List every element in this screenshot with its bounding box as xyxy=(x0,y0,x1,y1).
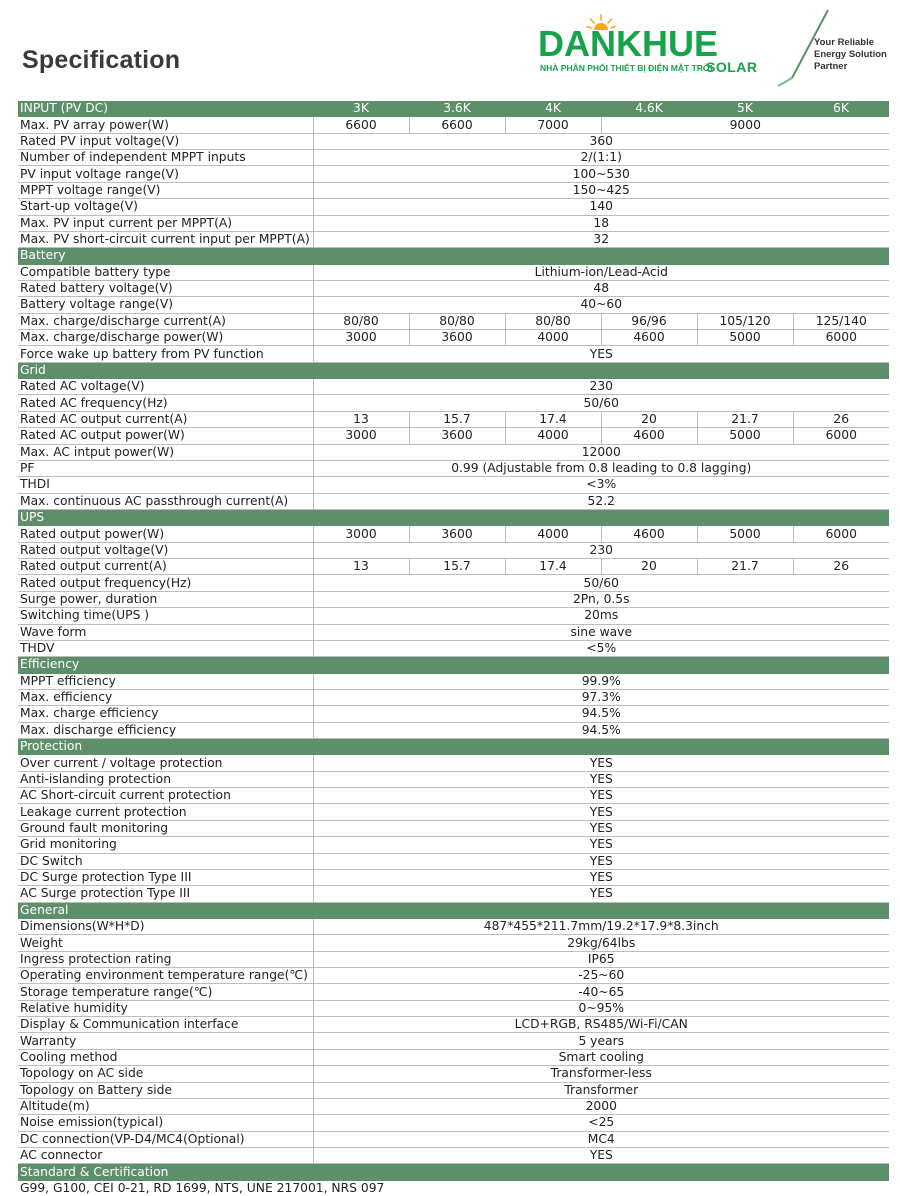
page-title: Specification xyxy=(22,46,181,74)
spec-value: LCD+RGB, RS485/Wi-Fi/CAN xyxy=(313,1017,889,1033)
spec-value: 0.99 (Adjustable from 0.8 leading to 0.8 lagging) xyxy=(313,460,889,476)
spec-value: 2/(1:1) xyxy=(313,150,889,166)
spec-value: YES xyxy=(313,853,889,869)
spec-row xyxy=(18,1180,889,1196)
spec-row xyxy=(18,428,889,444)
spec-label: Max. AC intput power(W) xyxy=(18,444,313,460)
spec-label: G99, G100, CEI 0-21, RD 1699, NTS, UNE 217001, NRS 097 xyxy=(20,1180,385,1195)
brand-name: DANKHUE xyxy=(538,23,718,64)
spec-label: Compatible battery type xyxy=(18,264,313,280)
spec-value: YES xyxy=(313,788,889,804)
spec-value: 7000 xyxy=(505,117,601,133)
spec-row xyxy=(18,1131,889,1147)
spec-value: 5 years xyxy=(313,1033,889,1049)
spec-value: 9000 xyxy=(601,117,889,133)
spec-label: Rated battery voltage(V) xyxy=(18,280,313,296)
spec-label: Topology on AC side xyxy=(18,1066,313,1082)
section-header xyxy=(18,902,889,918)
tagline-line: Your Reliable xyxy=(814,37,875,48)
spec-value: YES xyxy=(313,820,889,836)
spec-value: YES xyxy=(313,1148,889,1164)
spec-value: 94.5% xyxy=(313,706,889,722)
spec-label: Max. efficiency xyxy=(18,689,313,705)
spec-label: Weight xyxy=(18,935,313,951)
spec-label: Battery voltage range(V) xyxy=(18,297,313,313)
spec-row xyxy=(18,493,889,509)
spec-value: 97.3% xyxy=(313,689,889,705)
spec-value: 17.4 xyxy=(505,411,601,427)
spec-row xyxy=(18,788,889,804)
spec-row xyxy=(18,935,889,951)
spec-value: 21.7 xyxy=(697,411,793,427)
spec-row xyxy=(18,673,889,689)
spec-label: THDI xyxy=(18,477,313,493)
spec-value: MC4 xyxy=(313,1131,889,1147)
section-title: General xyxy=(18,902,889,918)
section-header xyxy=(18,362,889,378)
model-header: 4K xyxy=(505,101,601,117)
spec-value: 94.5% xyxy=(313,722,889,738)
spec-value: YES xyxy=(313,755,889,771)
spec-label: Rated AC output current(A) xyxy=(18,411,313,427)
spec-row xyxy=(18,542,889,558)
spec-row xyxy=(18,1148,889,1164)
spec-row xyxy=(18,199,889,215)
section-title: UPS xyxy=(18,509,889,525)
spec-row xyxy=(18,346,889,362)
spec-row xyxy=(18,444,889,460)
spec-value: 21.7 xyxy=(697,559,793,575)
spec-value: 48 xyxy=(313,280,889,296)
spec-label: AC Surge protection Type III xyxy=(18,886,313,902)
spec-row xyxy=(18,182,889,198)
model-header: 6K xyxy=(793,101,889,117)
model-header: 4.6K xyxy=(601,101,697,117)
spec-label: Topology on Battery side xyxy=(18,1082,313,1098)
spec-label: Cooling method xyxy=(18,1049,313,1065)
spec-value: 12000 xyxy=(313,444,889,460)
section-header xyxy=(18,248,889,264)
spec-row xyxy=(18,706,889,722)
spec-label: Rated AC frequency(Hz) xyxy=(18,395,313,411)
spec-row xyxy=(18,477,889,493)
spec-row xyxy=(18,640,889,656)
spec-value: Transformer xyxy=(313,1082,889,1098)
spec-row xyxy=(18,330,889,346)
model-header: 3K xyxy=(313,101,409,117)
spec-label: Display & Communication interface xyxy=(18,1017,313,1033)
spec-label: Rated output current(A) xyxy=(18,559,313,575)
model-header: 5K xyxy=(697,101,793,117)
spec-row xyxy=(18,869,889,885)
spec-value: 125/140 xyxy=(793,313,889,329)
spec-value: 18 xyxy=(313,215,889,231)
spec-value: 13 xyxy=(313,559,409,575)
spec-value: 5000 xyxy=(697,428,793,444)
spec-label: Rated PV input voltage(V) xyxy=(18,133,313,149)
spec-label: Max. charge efficiency xyxy=(18,706,313,722)
spec-label: Ground fault monitoring xyxy=(18,820,313,836)
spec-value: 360 xyxy=(313,133,889,149)
spec-label: DC Surge protection Type III xyxy=(18,869,313,885)
spec-label: DC Switch xyxy=(18,853,313,869)
spec-label: Anti-islanding protection xyxy=(18,771,313,787)
spec-row xyxy=(18,460,889,476)
spec-row xyxy=(18,231,889,247)
spec-row xyxy=(18,722,889,738)
spec-label: Warranty xyxy=(18,1033,313,1049)
spec-row xyxy=(18,166,889,182)
spec-value: 0~95% xyxy=(313,1000,889,1016)
section-title: Grid xyxy=(18,362,889,378)
spec-value: 3000 xyxy=(313,330,409,346)
brand-solar: SOLAR xyxy=(706,59,758,75)
spec-row xyxy=(18,984,889,1000)
section-header xyxy=(18,101,889,117)
spec-value: YES xyxy=(313,886,889,902)
spec-label: Switching time(UPS ) xyxy=(18,608,313,624)
spec-row xyxy=(18,313,889,329)
spec-value: 487*455*211.7mm/19.2*17.9*8.3inch xyxy=(313,918,889,934)
spec-value: 15.7 xyxy=(409,559,505,575)
section-title: Battery xyxy=(18,248,889,264)
spec-label: Max. discharge efficiency xyxy=(18,722,313,738)
spec-value: 52.2 xyxy=(313,493,889,509)
spec-label: Noise emission(typical) xyxy=(18,1115,313,1131)
spec-value: 3600 xyxy=(409,526,505,542)
spec-value: 17.4 xyxy=(505,559,601,575)
spec-value: 4000 xyxy=(505,330,601,346)
section-title: INPUT (PV DC) xyxy=(18,101,313,117)
spec-label: Number of independent MPPT inputs xyxy=(18,150,313,166)
spec-value: 80/80 xyxy=(409,313,505,329)
spec-label: Max. PV array power(W) xyxy=(18,117,313,133)
spec-value: 20ms xyxy=(313,608,889,624)
section-header xyxy=(18,739,889,755)
spec-value: Transformer-less xyxy=(313,1066,889,1082)
spec-row xyxy=(18,1033,889,1049)
spec-value: 13 xyxy=(313,411,409,427)
spec-label: Rated output voltage(V) xyxy=(18,542,313,558)
spec-label: PV input voltage range(V) xyxy=(18,166,313,182)
spec-label: Operating environment temperature range(℃) xyxy=(18,968,313,984)
spec-label: Max. charge/discharge current(A) xyxy=(18,313,313,329)
spec-row xyxy=(18,689,889,705)
spec-row xyxy=(18,755,889,771)
spec-label: Rated AC voltage(V) xyxy=(18,379,313,395)
spec-label: Altitude(m) xyxy=(18,1098,313,1114)
spec-value: -25~60 xyxy=(313,968,889,984)
spec-value: YES xyxy=(313,804,889,820)
spec-value: Smart cooling xyxy=(313,1049,889,1065)
spec-value: Lithium-ion/Lead-Acid xyxy=(313,264,889,280)
spec-label: Rated output power(W) xyxy=(18,526,313,542)
spec-row xyxy=(18,624,889,640)
spec-value: <3% xyxy=(313,477,889,493)
spec-row xyxy=(18,150,889,166)
spec-label: Relative humidity xyxy=(18,1000,313,1016)
spec-value: 4600 xyxy=(601,428,697,444)
section-title: Standard & Certification xyxy=(18,1164,889,1180)
spec-value: 40~60 xyxy=(313,297,889,313)
spec-row xyxy=(18,608,889,624)
spec-row xyxy=(18,771,889,787)
section-header xyxy=(18,1164,889,1180)
spec-value: 3000 xyxy=(313,526,409,542)
spec-value: 5000 xyxy=(697,526,793,542)
spec-value: IP65 xyxy=(313,951,889,967)
spec-label: PF xyxy=(18,460,313,476)
spec-value: YES xyxy=(313,837,889,853)
spec-value: 5000 xyxy=(697,330,793,346)
spec-row xyxy=(18,280,889,296)
spec-label: Ingress protection rating xyxy=(18,951,313,967)
spec-value: YES xyxy=(313,771,889,787)
spec-row xyxy=(18,117,889,133)
spec-row xyxy=(18,837,889,853)
spec-value: YES xyxy=(313,869,889,885)
spec-value: 140 xyxy=(313,199,889,215)
spec-row xyxy=(18,215,889,231)
spec-row xyxy=(18,918,889,934)
spec-row xyxy=(18,264,889,280)
spec-label: Rated output frequency(Hz) xyxy=(18,575,313,591)
section-header xyxy=(18,509,889,525)
spec-value: 2Pn, 0.5s xyxy=(313,591,889,607)
tagline-line: Partner xyxy=(814,61,848,72)
spec-label: Storage temperature range(℃) xyxy=(18,984,313,1000)
spec-value: <5% xyxy=(313,640,889,656)
spec-value: 6600 xyxy=(409,117,505,133)
spec-value: 50/60 xyxy=(313,395,889,411)
spec-value: 26 xyxy=(793,411,889,427)
spec-value: 105/120 xyxy=(697,313,793,329)
spec-row xyxy=(18,411,889,427)
spec-value: sine wave xyxy=(313,624,889,640)
tagline xyxy=(814,37,900,73)
spec-row xyxy=(18,886,889,902)
brand-subtitle: NHÀ PHÂN PHỐI THIẾT BỊ ĐIỆN MẶT TRỜI xyxy=(540,63,713,73)
spec-label: Rated AC output power(W) xyxy=(18,428,313,444)
spec-value: 4000 xyxy=(505,526,601,542)
spec-label: Force wake up battery from PV function xyxy=(18,346,313,362)
spec-value: YES xyxy=(313,346,889,362)
spec-value: 3600 xyxy=(409,330,505,346)
spec-value: -40~65 xyxy=(313,984,889,1000)
spec-label: MPPT voltage range(V) xyxy=(18,182,313,198)
spec-value: 2000 xyxy=(313,1098,889,1114)
spec-value: 6000 xyxy=(793,428,889,444)
spec-row xyxy=(18,575,889,591)
spec-value: 32 xyxy=(313,231,889,247)
spec-row xyxy=(18,559,889,575)
spec-row xyxy=(18,1066,889,1082)
spec-value: 100~530 xyxy=(313,166,889,182)
spec-row xyxy=(18,951,889,967)
spec-label: MPPT efficiency xyxy=(18,673,313,689)
spec-value: 150~425 xyxy=(313,182,889,198)
spec-label: Over current / voltage protection xyxy=(18,755,313,771)
spec-value: 3000 xyxy=(313,428,409,444)
spec-label: THDV xyxy=(18,640,313,656)
spec-row xyxy=(18,133,889,149)
spec-value: 96/96 xyxy=(601,313,697,329)
spec-row xyxy=(18,1000,889,1016)
spec-value: 50/60 xyxy=(313,575,889,591)
spec-label: Dimensions(W*H*D) xyxy=(18,918,313,934)
spec-row xyxy=(18,297,889,313)
spec-label: Max. continuous AC passthrough current(A) xyxy=(18,493,313,509)
spec-value: 80/80 xyxy=(505,313,601,329)
spec-table xyxy=(18,101,889,1196)
spec-value: 230 xyxy=(313,542,889,558)
spec-row xyxy=(18,379,889,395)
spec-value: 29kg/64lbs xyxy=(313,935,889,951)
spec-label: Wave form xyxy=(18,624,313,640)
spec-value: 99.9% xyxy=(313,673,889,689)
spec-value: 4600 xyxy=(601,526,697,542)
spec-row xyxy=(18,591,889,607)
spec-row xyxy=(18,820,889,836)
model-header: 3.6K xyxy=(409,101,505,117)
spec-label: Surge power, duration xyxy=(18,591,313,607)
section-title: Efficiency xyxy=(18,657,889,673)
spec-value: 3600 xyxy=(409,428,505,444)
section-header xyxy=(18,657,889,673)
spec-value: 6000 xyxy=(793,526,889,542)
spec-value: 4000 xyxy=(505,428,601,444)
spec-label: Max. charge/discharge power(W) xyxy=(18,330,313,346)
spec-label: Grid monitoring xyxy=(18,837,313,853)
spec-value: 20 xyxy=(601,559,697,575)
spec-row xyxy=(18,395,889,411)
section-title: Protection xyxy=(18,739,889,755)
spec-value: 230 xyxy=(313,379,889,395)
spec-row xyxy=(18,1098,889,1114)
spec-value: 6600 xyxy=(313,117,409,133)
spec-value: 26 xyxy=(793,559,889,575)
spec-label: AC Short-circuit current protection xyxy=(18,788,313,804)
spec-row xyxy=(18,1082,889,1098)
spec-row xyxy=(18,1017,889,1033)
spec-row xyxy=(18,526,889,542)
spec-label: Max. PV short-circuit current input per MPPT(A) xyxy=(18,231,313,247)
spec-row xyxy=(18,1115,889,1131)
spec-value: 4600 xyxy=(601,330,697,346)
spec-value: 20 xyxy=(601,411,697,427)
spec-row xyxy=(18,853,889,869)
spec-row xyxy=(18,804,889,820)
spec-label: Leakage current protection xyxy=(18,804,313,820)
spec-value: 80/80 xyxy=(313,313,409,329)
spec-row xyxy=(18,968,889,984)
spec-label: Max. PV input current per MPPT(A) xyxy=(18,215,313,231)
spec-row xyxy=(18,1049,889,1065)
spec-label: AC connector xyxy=(18,1148,313,1164)
spec-value: <25 xyxy=(313,1115,889,1131)
spec-label: DC connection(VP-D4/MC4(Optional) xyxy=(18,1131,313,1147)
spec-value: 6000 xyxy=(793,330,889,346)
spec-label: Start-up voltage(V) xyxy=(18,199,313,215)
spec-value: 15.7 xyxy=(409,411,505,427)
tagline-line: Energy Solution xyxy=(814,49,887,60)
